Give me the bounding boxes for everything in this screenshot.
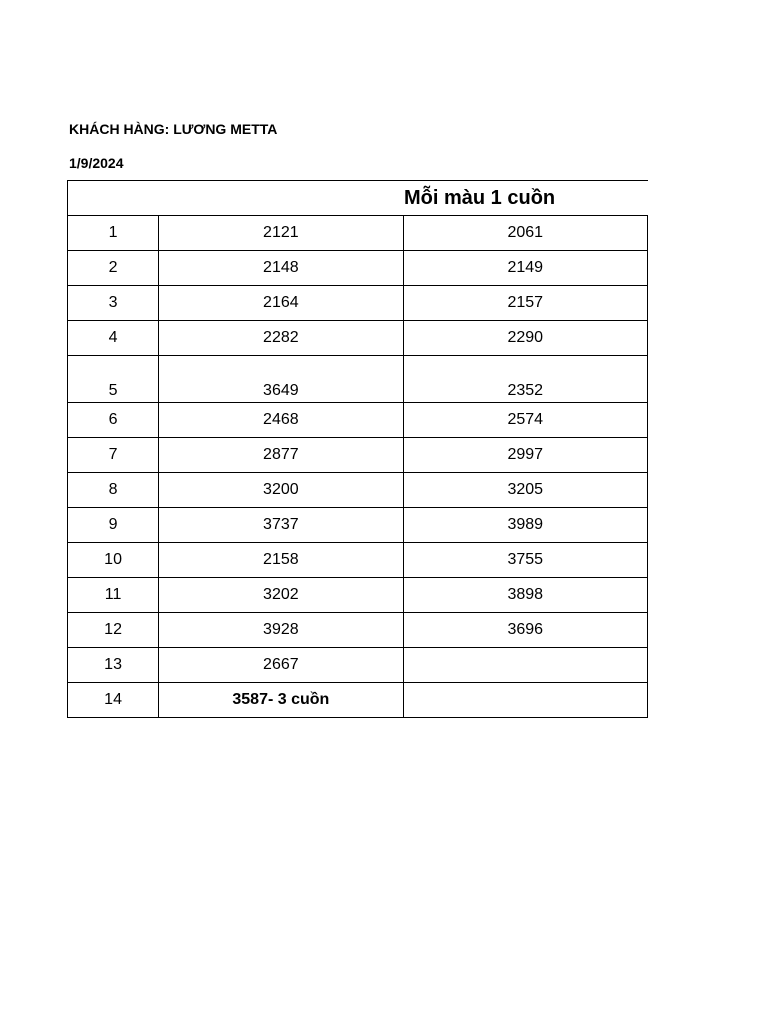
color-code-cell: 3649 xyxy=(159,356,403,403)
row-number: 8 xyxy=(68,473,159,508)
color-code-cell: 3696 xyxy=(403,613,647,648)
table-header-row xyxy=(68,181,648,216)
color-code-cell: 2574 xyxy=(403,403,647,438)
row-number: 10 xyxy=(68,543,159,578)
table-row xyxy=(68,543,648,578)
color-code-cell: 3989 xyxy=(403,508,647,543)
color-code-cell: 2061 xyxy=(403,216,647,251)
row-number: 4 xyxy=(68,321,159,356)
row-number: 11 xyxy=(68,578,159,613)
color-code-cell: 2667 xyxy=(159,648,403,683)
color-code-cell: 2158 xyxy=(159,543,403,578)
color-code-cell: 2877 xyxy=(159,438,403,473)
color-code-cell xyxy=(403,648,647,683)
row-number: 12 xyxy=(68,613,159,648)
row-number: 3 xyxy=(68,286,159,321)
table-row xyxy=(68,321,648,356)
color-code-cell: 2468 xyxy=(159,403,403,438)
table-row xyxy=(68,286,648,321)
color-code-cell: 2282 xyxy=(159,321,403,356)
table-row xyxy=(68,613,648,648)
row-number: 2 xyxy=(68,251,159,286)
color-code-cell: 3200 xyxy=(159,473,403,508)
table-row xyxy=(68,438,648,473)
table-row xyxy=(68,356,648,403)
table-title: Mỗi màu 1 cuồn xyxy=(68,181,648,216)
color-code-cell: 2148 xyxy=(159,251,403,286)
color-code-cell: 3928 xyxy=(159,613,403,648)
color-code-cell: 3205 xyxy=(403,473,647,508)
color-code-cell: 3587- 3 cuồn xyxy=(159,683,403,718)
color-code-cell: 3202 xyxy=(159,578,403,613)
color-code-cell: 3737 xyxy=(159,508,403,543)
table-row xyxy=(68,578,648,613)
row-number: 7 xyxy=(68,438,159,473)
color-code-cell: 3898 xyxy=(403,578,647,613)
color-code-cell: 2164 xyxy=(159,286,403,321)
color-code-cell: 2290 xyxy=(403,321,647,356)
table-row xyxy=(68,508,648,543)
row-number: 9 xyxy=(68,508,159,543)
color-code-cell: 2157 xyxy=(403,286,647,321)
table-row xyxy=(68,251,648,286)
color-code-cell: 2997 xyxy=(403,438,647,473)
row-number: 5 xyxy=(68,356,159,403)
row-number: 13 xyxy=(68,648,159,683)
color-code-table xyxy=(67,180,648,718)
order-date: 1/9/2024 xyxy=(69,155,124,171)
color-code-cell: 2149 xyxy=(403,251,647,286)
table-row xyxy=(68,403,648,438)
customer-name: KHÁCH HÀNG: LƯƠNG METTA xyxy=(69,121,278,137)
color-code-cell xyxy=(403,683,647,718)
color-code-cell: 2352 xyxy=(403,356,647,403)
row-number: 6 xyxy=(68,403,159,438)
table-row xyxy=(68,683,648,718)
row-number: 1 xyxy=(68,216,159,251)
table-row xyxy=(68,216,648,251)
table-row xyxy=(68,473,648,508)
row-number: 14 xyxy=(68,683,159,718)
color-code-cell: 3755 xyxy=(403,543,647,578)
table-row xyxy=(68,648,648,683)
color-code-cell: 2121 xyxy=(159,216,403,251)
